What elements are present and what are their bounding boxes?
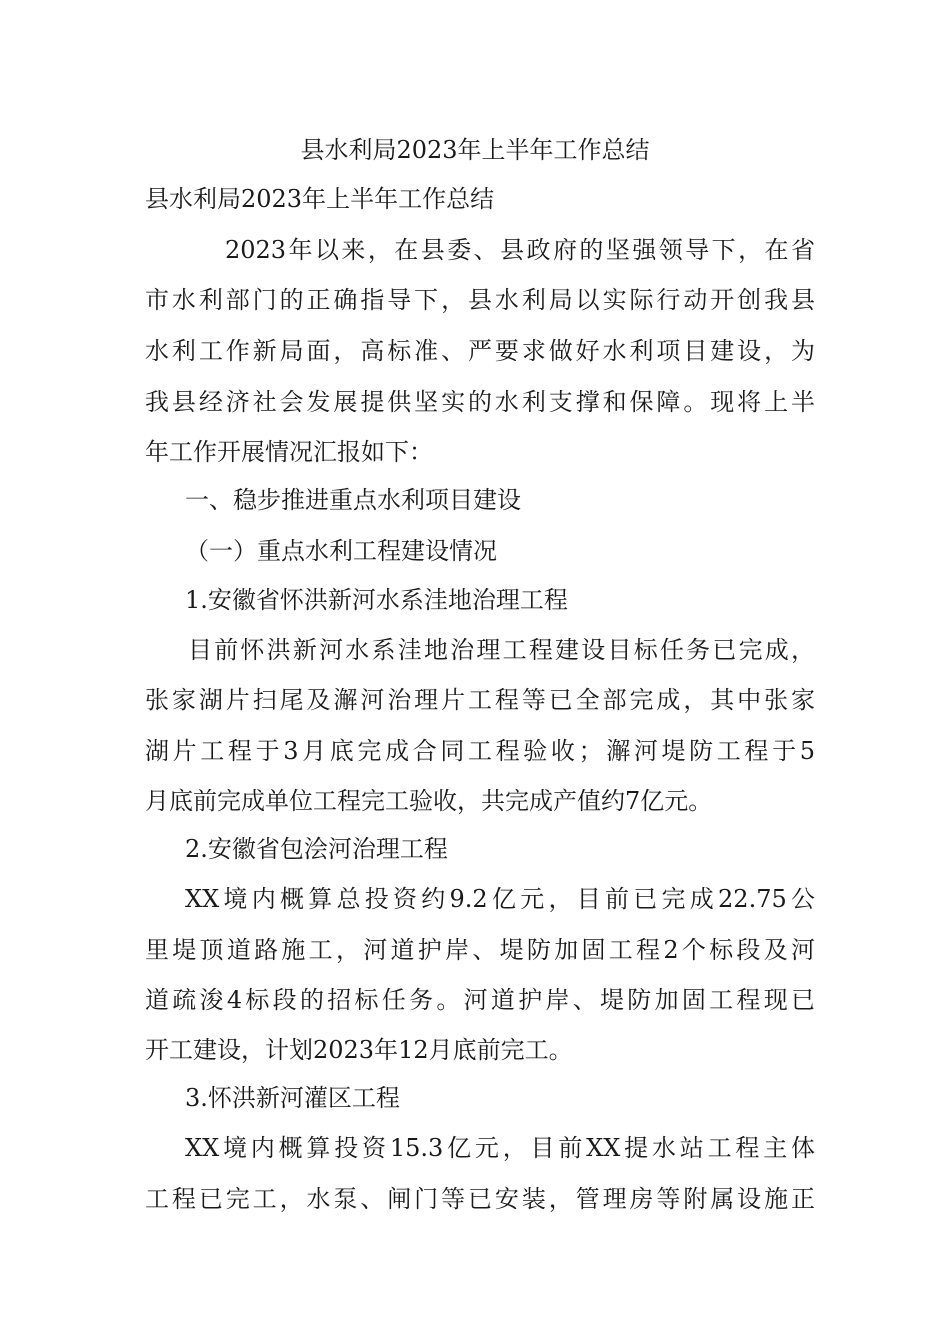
paragraph-line: 湖片工程于3月底完成合同工程验收；澥河堤防工程于5 <box>145 737 815 765</box>
paragraph-line: 工程已完工，水泵、闸门等已安装，管理房等附属设施正 <box>145 1185 815 1213</box>
paragraph-line: 我县经济社会发展提供坚实的水利支撑和保障。现将上半 <box>145 388 815 416</box>
paragraph-line: 水利工作新局面，高标准、严要求做好水利项目建设，为 <box>145 337 815 365</box>
item-heading: 1.安徽省怀洪新河水系洼地治理工程 <box>185 586 568 614</box>
subsection-heading: （一）重点水利工程建设情况 <box>185 537 497 565</box>
paragraph-line: 里堤顶道路施工，河道护岸、堤防加固工程2个标段及河 <box>145 936 815 964</box>
document-title: 县水利局2023年上半年工作总结 <box>300 136 650 164</box>
paragraph-line: 月底前完成单位工程完工验收，共完成产值约7亿元。 <box>145 787 713 815</box>
item-heading: 2.安徽省包浍河治理工程 <box>185 835 448 863</box>
paragraph-line: 目前怀洪新河水系洼地治理工程建设目标任务已完成， <box>188 636 815 664</box>
paragraph-line: XX境内概算总投资约9.2亿元，目前已完成22.75公 <box>185 885 815 913</box>
paragraph-line: 年工作开展情况汇报如下： <box>145 438 433 466</box>
paragraph-line: 开工建设，计划2023年12月底前完工。 <box>145 1036 573 1064</box>
paragraph-line: 道疏浚4标段的招标任务。河道护岸、堤防加固工程现已 <box>145 986 815 1014</box>
document-subtitle: 县水利局2023年上半年工作总结 <box>145 185 495 213</box>
item-heading: 3.怀洪新河灌区工程 <box>185 1084 400 1112</box>
paragraph-line: 张家湖片扫尾及澥河治理片工程等已全部完成，其中张家 <box>145 686 815 714</box>
paragraph-line: 市水利部门的正确指导下，县水利局以实际行动开创我县 <box>145 286 815 314</box>
section-heading: 一、稳步推进重点水利项目建设 <box>185 486 521 514</box>
paragraph-line: XX境内概算投资15.3亿元，目前XX提水站工程主体 <box>185 1134 815 1162</box>
paragraph-line: 2023年以来，在县委、县政府的坚强领导下，在省 <box>225 236 815 264</box>
